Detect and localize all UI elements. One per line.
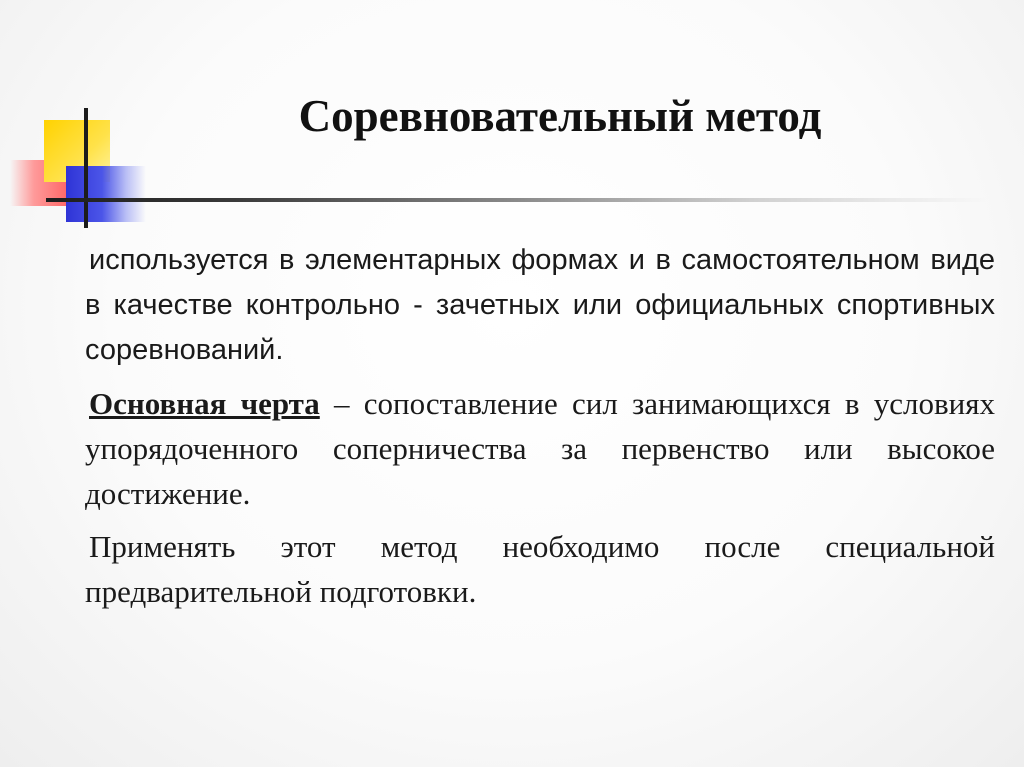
decor-vertical-line: [84, 108, 88, 228]
title-underline: [46, 198, 986, 202]
decor-blue-square: [66, 166, 146, 222]
paragraph-main-feature: [85, 381, 995, 516]
paragraph-usage: используется в элементарных формах и в самостоятельном виде в качестве контрольно - зачетных или официальных спортивных соревнований.: [85, 244, 995, 366]
paragraph-application: Применять этот метод необходимо после специальной предварительной подготовки.: [85, 529, 995, 609]
slide-title: Соревновательный метод: [298, 91, 822, 141]
term-main-feature: Основная черта: [89, 386, 320, 421]
slide-body: [85, 238, 995, 622]
paragraph-main-feature-text: – сопоставление сил занимающихся в условиях упорядоченного соперничества за первенство или высокое достижение.: [85, 386, 995, 511]
